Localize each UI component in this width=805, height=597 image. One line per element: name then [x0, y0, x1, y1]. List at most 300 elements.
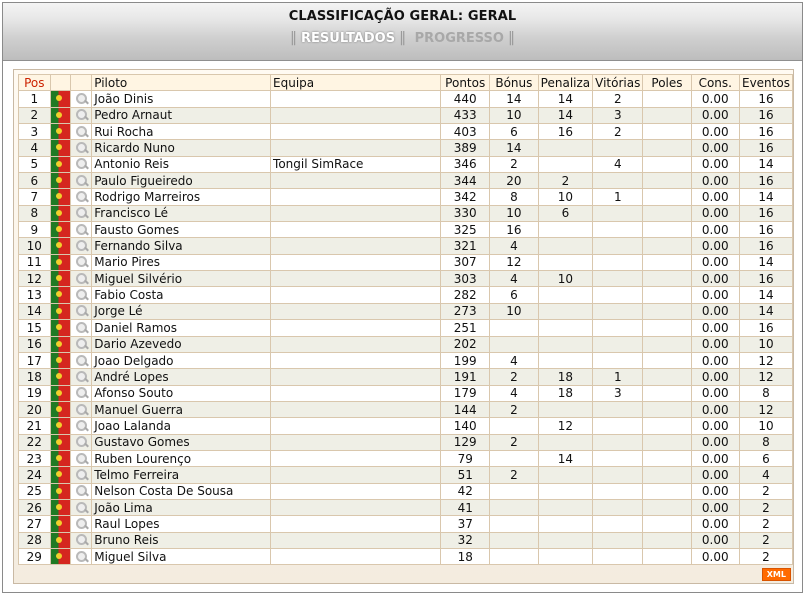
- cell-bonus: 14: [490, 91, 539, 107]
- cell-vitorias: 3: [593, 107, 643, 123]
- cell-piloto[interactable]: Fernando Silva: [92, 238, 271, 254]
- cell-piloto[interactable]: Daniel Ramos: [92, 320, 271, 336]
- flag-cell: [50, 287, 71, 303]
- flag-cell: [50, 467, 71, 483]
- cell-bonus: 2: [490, 156, 539, 172]
- cell-bonus: [490, 499, 539, 515]
- cell-cons: 0.00: [691, 483, 739, 499]
- cell-piloto[interactable]: João Dinis: [92, 91, 271, 107]
- cell-equipa: [271, 467, 441, 483]
- cell-piloto[interactable]: Miguel Silva: [92, 548, 271, 564]
- table-row: [19, 483, 793, 499]
- cell-equipa: [271, 91, 441, 107]
- details-cell: [71, 173, 92, 189]
- header-bar: [3, 3, 802, 61]
- flag-cell: [50, 401, 71, 417]
- magnifier-icon[interactable]: [72, 435, 90, 449]
- flag-cell: [50, 434, 71, 450]
- cell-poles: [643, 499, 691, 515]
- cell-eventos: 14: [739, 156, 792, 172]
- portugal-flag-icon: [51, 124, 71, 139]
- flag-cell: [50, 91, 71, 107]
- details-cell: [71, 287, 92, 303]
- cell-piloto[interactable]: Fausto Gomes: [92, 222, 271, 238]
- portugal-flag-icon: [51, 173, 71, 188]
- cell-cons: 0.00: [691, 336, 739, 352]
- cell-poles: [643, 238, 691, 254]
- details-cell: [71, 450, 92, 466]
- cell-equipa: [271, 385, 441, 401]
- page-title: CLASSIFICAÇÃO GERAL: GERAL: [288, 9, 517, 24]
- cell-pontos: 342: [441, 189, 490, 205]
- xml-export-button[interactable]: XML: [762, 568, 791, 581]
- cell-piloto[interactable]: Dario Azevedo: [92, 336, 271, 352]
- portugal-flag-icon: [51, 337, 71, 352]
- cell-piloto[interactable]: André Lopes: [92, 369, 271, 385]
- tab-resultados[interactable]: RESULTADOS: [301, 31, 396, 46]
- cell-pos: 24: [19, 467, 51, 483]
- cell-eventos: 14: [739, 287, 792, 303]
- cell-cons: 0.00: [691, 205, 739, 221]
- cell-poles: [643, 222, 691, 238]
- cell-vitorias: [593, 287, 643, 303]
- cell-cons: 0.00: [691, 401, 739, 417]
- column-header-pontos[interactable]: Pontos: [441, 75, 490, 91]
- cell-pontos: 79: [441, 450, 490, 466]
- flag-cell: [50, 499, 71, 515]
- cell-penaliza: [538, 336, 592, 352]
- cell-piloto[interactable]: Nelson Costa De Sousa: [92, 483, 271, 499]
- tab-separator: ‖: [290, 30, 298, 46]
- table-row: [19, 336, 793, 352]
- column-header-penaliza[interactable]: Penaliza: [538, 75, 592, 91]
- details-cell: [71, 418, 92, 434]
- flag-cell: [50, 303, 71, 319]
- cell-pos: 18: [19, 369, 51, 385]
- cell-bonus: 8: [490, 189, 539, 205]
- cell-poles: [643, 156, 691, 172]
- flag-cell: [50, 205, 71, 221]
- cell-penaliza: [538, 287, 592, 303]
- cell-pos: 26: [19, 499, 51, 515]
- magnifier-icon[interactable]: [72, 354, 90, 368]
- portugal-flag-icon: [51, 140, 71, 155]
- flag-cell: [50, 222, 71, 238]
- cell-pontos: 321: [441, 238, 490, 254]
- cell-pontos: 303: [441, 271, 490, 287]
- table-row: [19, 434, 793, 450]
- magnifier-icon[interactable]: [72, 223, 90, 237]
- table-row: [19, 385, 793, 401]
- magnifier-icon[interactable]: [72, 108, 90, 122]
- column-header-cons[interactable]: Cons.: [691, 75, 739, 91]
- cell-cons: 0.00: [691, 222, 739, 238]
- cell-pos: 21: [19, 418, 51, 434]
- cell-penaliza: 14: [538, 107, 592, 123]
- cell-poles: [643, 287, 691, 303]
- cell-piloto[interactable]: Miguel Silvério: [92, 271, 271, 287]
- cell-eventos: 14: [739, 189, 792, 205]
- cell-penaliza: [538, 238, 592, 254]
- magnifier-icon[interactable]: [72, 92, 90, 106]
- table-row: [19, 499, 793, 515]
- cell-pos: 25: [19, 483, 51, 499]
- magnifier-icon[interactable]: [72, 370, 90, 384]
- cell-poles: [643, 401, 691, 417]
- cell-pos: 19: [19, 385, 51, 401]
- cell-poles: [643, 320, 691, 336]
- cell-pos: 28: [19, 532, 51, 548]
- cell-equipa: [271, 499, 441, 515]
- standings-body: [19, 91, 793, 565]
- column-header-details: [71, 75, 92, 91]
- cell-poles: [643, 173, 691, 189]
- magnifier-icon[interactable]: [72, 125, 90, 139]
- cell-vitorias: 2: [593, 124, 643, 140]
- cell-penaliza: [538, 303, 592, 319]
- cell-vitorias: [593, 499, 643, 515]
- portugal-flag-icon: [51, 435, 71, 450]
- flag-cell: [50, 369, 71, 385]
- cell-piloto[interactable]: Bruno Reis: [92, 532, 271, 548]
- cell-eventos: 16: [739, 271, 792, 287]
- flag-cell: [50, 238, 71, 254]
- cell-pos: 11: [19, 254, 51, 270]
- cell-poles: [643, 336, 691, 352]
- cell-pos: 2: [19, 107, 51, 123]
- cell-piloto[interactable]: Manuel Guerra: [92, 401, 271, 417]
- cell-piloto[interactable]: Jorge Lé: [92, 303, 271, 319]
- cell-cons: 0.00: [691, 450, 739, 466]
- cell-pontos: 144: [441, 401, 490, 417]
- cell-pontos: 37: [441, 516, 490, 532]
- cell-vitorias: [593, 238, 643, 254]
- cell-poles: [643, 385, 691, 401]
- cell-vitorias: [593, 303, 643, 319]
- details-cell: [71, 271, 92, 287]
- cell-poles: [643, 483, 691, 499]
- cell-pos: 10: [19, 238, 51, 254]
- magnifier-icon[interactable]: [72, 452, 90, 466]
- details-cell: [71, 238, 92, 254]
- cell-penaliza: [538, 156, 592, 172]
- tab-progresso[interactable]: PROGRESSO: [414, 31, 504, 46]
- table-row: [19, 516, 793, 532]
- details-cell: [71, 369, 92, 385]
- flag-cell: [50, 254, 71, 270]
- cell-piloto[interactable]: Rui Rocha: [92, 124, 271, 140]
- cell-bonus: 10: [490, 205, 539, 221]
- cell-vitorias: [593, 467, 643, 483]
- cell-piloto[interactable]: Joao Delgado: [92, 352, 271, 368]
- cell-eventos: 16: [739, 124, 792, 140]
- cell-equipa: [271, 401, 441, 417]
- portugal-flag-icon: [51, 418, 71, 433]
- cell-pontos: 41: [441, 499, 490, 515]
- cell-vitorias: [593, 336, 643, 352]
- cell-piloto[interactable]: Raul Lopes: [92, 516, 271, 532]
- magnifier-icon[interactable]: [72, 288, 90, 302]
- cell-vitorias: [593, 352, 643, 368]
- magnifier-icon[interactable]: [72, 501, 90, 515]
- cell-piloto[interactable]: Paulo Figueiredo: [92, 173, 271, 189]
- cell-piloto[interactable]: Rodrigo Marreiros: [92, 189, 271, 205]
- cell-penaliza: [538, 516, 592, 532]
- cell-vitorias: [593, 173, 643, 189]
- magnifier-icon[interactable]: [72, 157, 90, 171]
- cell-cons: 0.00: [691, 369, 739, 385]
- details-cell: [71, 205, 92, 221]
- cell-eventos: 2: [739, 548, 792, 564]
- cell-cons: 0.00: [691, 124, 739, 140]
- magnifier-icon[interactable]: [72, 272, 90, 286]
- cell-pontos: 129: [441, 434, 490, 450]
- cell-poles: [643, 548, 691, 564]
- standings-table: [18, 74, 793, 565]
- cell-cons: 0.00: [691, 156, 739, 172]
- cell-bonus: 6: [490, 124, 539, 140]
- cell-pos: 16: [19, 336, 51, 352]
- table-row: [19, 532, 793, 548]
- cell-pontos: 32: [441, 532, 490, 548]
- cell-vitorias: [593, 548, 643, 564]
- flag-cell: [50, 124, 71, 140]
- table-row: [19, 287, 793, 303]
- portugal-flag-icon: [51, 189, 71, 204]
- cell-eventos: 8: [739, 385, 792, 401]
- cell-piloto[interactable]: Fabio Costa: [92, 287, 271, 303]
- cell-cons: 0.00: [691, 548, 739, 564]
- column-header-pos[interactable]: Pos: [19, 75, 51, 91]
- cell-pos: 27: [19, 516, 51, 532]
- cell-vitorias: 2: [593, 91, 643, 107]
- details-cell: [71, 352, 92, 368]
- cell-vitorias: 1: [593, 369, 643, 385]
- portugal-flag-icon: [51, 222, 71, 237]
- cell-equipa: [271, 205, 441, 221]
- cell-piloto[interactable]: Ruben Lourenço: [92, 450, 271, 466]
- cell-cons: 0.00: [691, 238, 739, 254]
- cell-piloto[interactable]: Joao Lalanda: [92, 418, 271, 434]
- magnifier-icon[interactable]: [72, 337, 90, 351]
- cell-bonus: 4: [490, 238, 539, 254]
- cell-penaliza: 6: [538, 205, 592, 221]
- cell-penaliza: [538, 222, 592, 238]
- cell-piloto[interactable]: Pedro Arnaut: [92, 107, 271, 123]
- column-header-eventos[interactable]: Eventos: [739, 75, 792, 91]
- details-cell: [71, 499, 92, 515]
- cell-piloto[interactable]: Afonso Souto: [92, 385, 271, 401]
- cell-equipa: [271, 303, 441, 319]
- cell-vitorias: [593, 418, 643, 434]
- details-cell: [71, 336, 92, 352]
- portugal-flag-icon: [51, 287, 71, 302]
- details-cell: [71, 320, 92, 336]
- table-row: [19, 254, 793, 270]
- cell-pos: 23: [19, 450, 51, 466]
- cell-eventos: 16: [739, 173, 792, 189]
- cell-pontos: 389: [441, 140, 490, 156]
- cell-equipa: [271, 287, 441, 303]
- table-row: [19, 156, 793, 172]
- cell-piloto[interactable]: Ricardo Nuno: [92, 140, 271, 156]
- cell-equipa: [271, 450, 441, 466]
- cell-poles: [643, 189, 691, 205]
- portugal-flag-icon: [51, 91, 71, 106]
- cell-eventos: 2: [739, 516, 792, 532]
- column-header-equipa[interactable]: Equipa: [271, 75, 441, 91]
- cell-pontos: 199: [441, 352, 490, 368]
- magnifier-icon[interactable]: [72, 419, 90, 433]
- cell-equipa: [271, 418, 441, 434]
- cell-piloto[interactable]: João Lima: [92, 499, 271, 515]
- portugal-flag-icon: [51, 320, 71, 335]
- cell-eventos: 8: [739, 434, 792, 450]
- cell-pos: 22: [19, 434, 51, 450]
- cell-pontos: 18: [441, 548, 490, 564]
- cell-equipa: [271, 238, 441, 254]
- cell-poles: [643, 254, 691, 270]
- cell-penaliza: 18: [538, 385, 592, 401]
- cell-penaliza: [538, 352, 592, 368]
- cell-pontos: 344: [441, 173, 490, 189]
- cell-poles: [643, 516, 691, 532]
- flag-cell: [50, 320, 71, 336]
- cell-bonus: [490, 450, 539, 466]
- details-cell: [71, 222, 92, 238]
- portugal-flag-icon: [51, 271, 71, 286]
- cell-poles: [643, 303, 691, 319]
- cell-equipa: [271, 124, 441, 140]
- table-row: [19, 303, 793, 319]
- column-header-vitorias[interactable]: Vitórias: [593, 75, 643, 91]
- cell-pos: 13: [19, 287, 51, 303]
- portugal-flag-icon: [51, 353, 71, 368]
- table-header-row: [19, 75, 793, 91]
- magnifier-icon[interactable]: [72, 255, 90, 269]
- table-row: [19, 467, 793, 483]
- cell-poles: [643, 434, 691, 450]
- cell-equipa: [271, 320, 441, 336]
- cell-eventos: 2: [739, 532, 792, 548]
- cell-eventos: 6: [739, 450, 792, 466]
- cell-cons: 0.00: [691, 516, 739, 532]
- magnifier-icon[interactable]: [72, 468, 90, 482]
- cell-cons: 0.00: [691, 385, 739, 401]
- cell-equipa: [271, 254, 441, 270]
- cell-penaliza: 10: [538, 189, 592, 205]
- cell-pos: 3: [19, 124, 51, 140]
- cell-bonus: 12: [490, 254, 539, 270]
- cell-poles: [643, 352, 691, 368]
- portugal-flag-icon: [51, 157, 71, 172]
- cell-pos: 4: [19, 140, 51, 156]
- portugal-flag-icon: [51, 255, 71, 270]
- cell-vitorias: [593, 434, 643, 450]
- cell-equipa: [271, 173, 441, 189]
- cell-cons: 0.00: [691, 418, 739, 434]
- results-panel: [13, 69, 794, 584]
- magnifier-icon[interactable]: [72, 484, 90, 498]
- cell-piloto[interactable]: Francisco Lé: [92, 205, 271, 221]
- magnifier-icon[interactable]: [72, 239, 90, 253]
- magnifier-icon[interactable]: [72, 533, 90, 547]
- cell-penaliza: [538, 434, 592, 450]
- magnifier-icon[interactable]: [72, 517, 90, 531]
- magnifier-icon[interactable]: [72, 550, 90, 564]
- flag-cell: [50, 418, 71, 434]
- table-row: [19, 548, 793, 564]
- cell-equipa: [271, 352, 441, 368]
- flag-cell: [50, 548, 71, 564]
- details-cell: [71, 254, 92, 270]
- cell-pontos: 403: [441, 124, 490, 140]
- column-header-bonus[interactable]: Bónus: [490, 75, 539, 91]
- cell-piloto[interactable]: Mario Pires: [92, 254, 271, 270]
- cell-penaliza: [538, 467, 592, 483]
- cell-bonus: 2: [490, 434, 539, 450]
- flag-cell: [50, 483, 71, 499]
- cell-eventos: 4: [739, 467, 792, 483]
- cell-cons: 0.00: [691, 91, 739, 107]
- cell-vitorias: [593, 483, 643, 499]
- cell-cons: 0.00: [691, 303, 739, 319]
- cell-pontos: 325: [441, 222, 490, 238]
- magnifier-icon[interactable]: [72, 386, 90, 400]
- details-cell: [71, 189, 92, 205]
- magnifier-icon[interactable]: [72, 304, 90, 318]
- details-cell: [71, 532, 92, 548]
- portugal-flag-icon: [51, 238, 71, 253]
- cell-bonus: 10: [490, 107, 539, 123]
- cell-bonus: 20: [490, 173, 539, 189]
- cell-pos: 1: [19, 91, 51, 107]
- column-header-piloto[interactable]: Piloto: [92, 75, 271, 91]
- cell-vitorias: 3: [593, 385, 643, 401]
- cell-eventos: 14: [739, 254, 792, 270]
- magnifier-icon[interactable]: [72, 321, 90, 335]
- table-row: [19, 173, 793, 189]
- table-row: [19, 107, 793, 123]
- cell-penaliza: 2: [538, 173, 592, 189]
- details-cell: [71, 401, 92, 417]
- cell-bonus: [490, 320, 539, 336]
- cell-vitorias: [593, 320, 643, 336]
- table-row: [19, 369, 793, 385]
- cell-penaliza: [538, 140, 592, 156]
- flag-cell: [50, 189, 71, 205]
- column-header-poles[interactable]: Poles: [643, 75, 691, 91]
- magnifier-icon[interactable]: [72, 141, 90, 155]
- cell-piloto[interactable]: Gustavo Gomes: [92, 434, 271, 450]
- cell-piloto[interactable]: Antonio Reis: [92, 156, 271, 172]
- cell-eventos: 12: [739, 401, 792, 417]
- flag-cell: [50, 352, 71, 368]
- cell-poles: [643, 107, 691, 123]
- cell-piloto[interactable]: Telmo Ferreira: [92, 467, 271, 483]
- magnifier-icon[interactable]: [72, 174, 90, 188]
- portugal-flag-icon: [51, 500, 71, 515]
- cell-cons: 0.00: [691, 287, 739, 303]
- portugal-flag-icon: [51, 467, 71, 482]
- magnifier-icon[interactable]: [72, 403, 90, 417]
- cell-pontos: 140: [441, 418, 490, 434]
- magnifier-icon[interactable]: [72, 206, 90, 220]
- details-cell: [71, 434, 92, 450]
- cell-vitorias: [593, 205, 643, 221]
- cell-pos: 29: [19, 548, 51, 564]
- magnifier-icon[interactable]: [72, 190, 90, 204]
